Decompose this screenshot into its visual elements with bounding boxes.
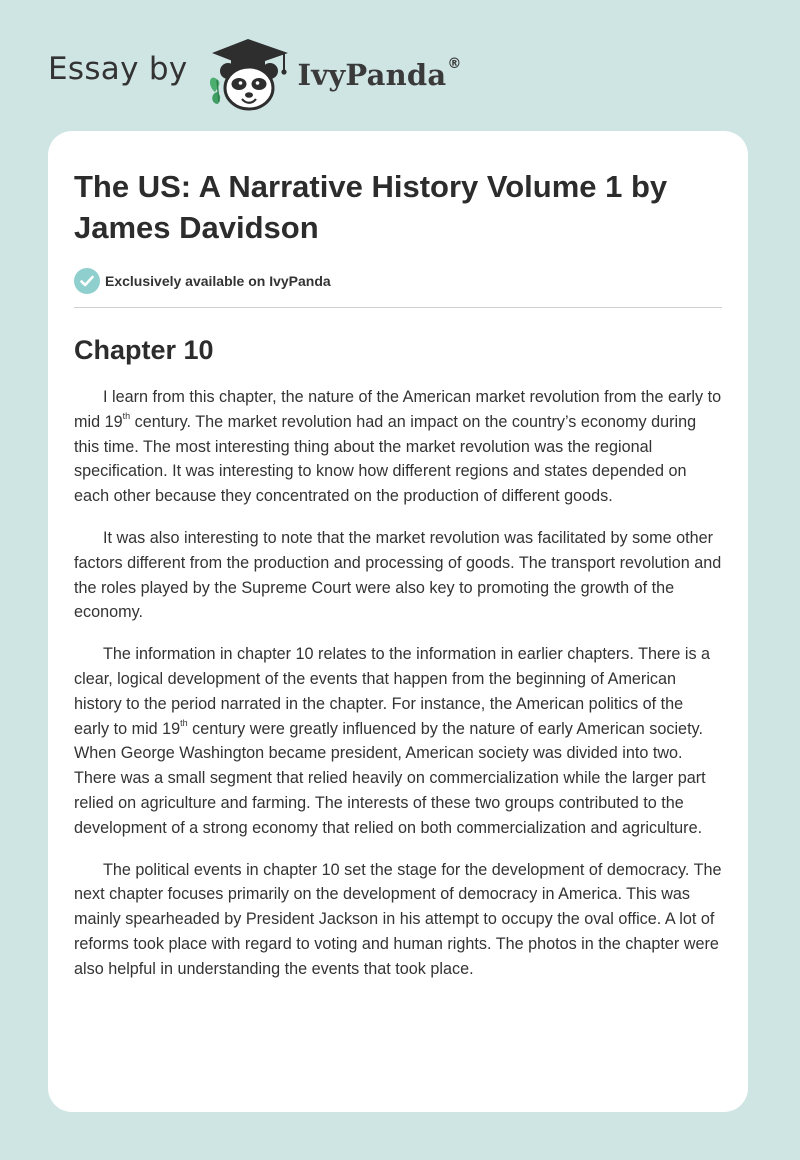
- paragraph-text: I learn from this chapter, the nature of the American market revolution from the early to mid 19: [74, 388, 722, 431]
- chapter-heading: Chapter 10: [74, 335, 214, 365]
- ordinal-suffix: th: [122, 411, 131, 422]
- essay-title: The US: A Narrative History Volume 1 by James Davidson: [74, 169, 668, 245]
- body-paragraph: [74, 385, 722, 509]
- essay-by-label: Essay by: [48, 51, 188, 87]
- body-paragraph: [74, 526, 722, 625]
- ordinal-suffix: th: [180, 718, 188, 729]
- paragraph-text: The political events in chapter 10 set the stage for the development of democracy. The next chapter focuses primarily on the development of democracy in America. This was mainly spearheaded by President Jackson in his attempt to occupy the oval office. A lot of reforms took place with regard to voting and human rights. The photos in the chapter were also helpful in understanding the events that took place.: [74, 860, 722, 978]
- body-paragraph: [74, 642, 722, 840]
- paragraph-text: century were greatly influenced by the nature of early American society. When George Washington became president, American society was divided into two. There was a small segment that relied heavily on commercialization while the larger part relied on agriculture and farming. The interests of these two groups contributed to the development of a strong economy that relied on both commercialization and agriculture.: [74, 719, 706, 837]
- essay-body: [74, 385, 722, 982]
- site-header: [48, 36, 461, 112]
- body-paragraph: [74, 858, 722, 982]
- paragraph-text: century. The market revolution had an impact on the country’s economy during this time. The most interesting thing about the market revolution was the regional specification. It was interesting to know how different regions and states depended on each other because they concentrated on the production of different goods.: [74, 412, 697, 506]
- paragraph-text: It was also interesting to note that the market revolution was facilitated by some other factors different from the production and processing of goods. The transport revolution and the roles played by the Supreme Court were also key to promoting the growth of the economy.: [74, 528, 722, 622]
- panda-graduate-logo-icon[interactable]: [204, 36, 296, 112]
- ivy-leaf-icon: [210, 78, 220, 104]
- ivypanda-brand-name[interactable]: IvyPanda: [297, 58, 447, 92]
- title-divider: [74, 307, 722, 308]
- paragraph-text: The information in chapter 10 relates to the information in earlier chapters. There is a clear, logical development of the events that happen from the beginning of American history to the period narrated in the chapter. For instance, the American politics of the early to mid 19: [74, 645, 711, 738]
- panda-face-icon: [220, 63, 278, 109]
- registered-mark: ®: [447, 56, 462, 72]
- exclusive-label: Exclusively available on IvyPanda: [105, 273, 331, 289]
- exclusive-availability-row: [74, 268, 722, 294]
- essay-card: [48, 131, 748, 1112]
- check-circle-icon: [74, 268, 100, 294]
